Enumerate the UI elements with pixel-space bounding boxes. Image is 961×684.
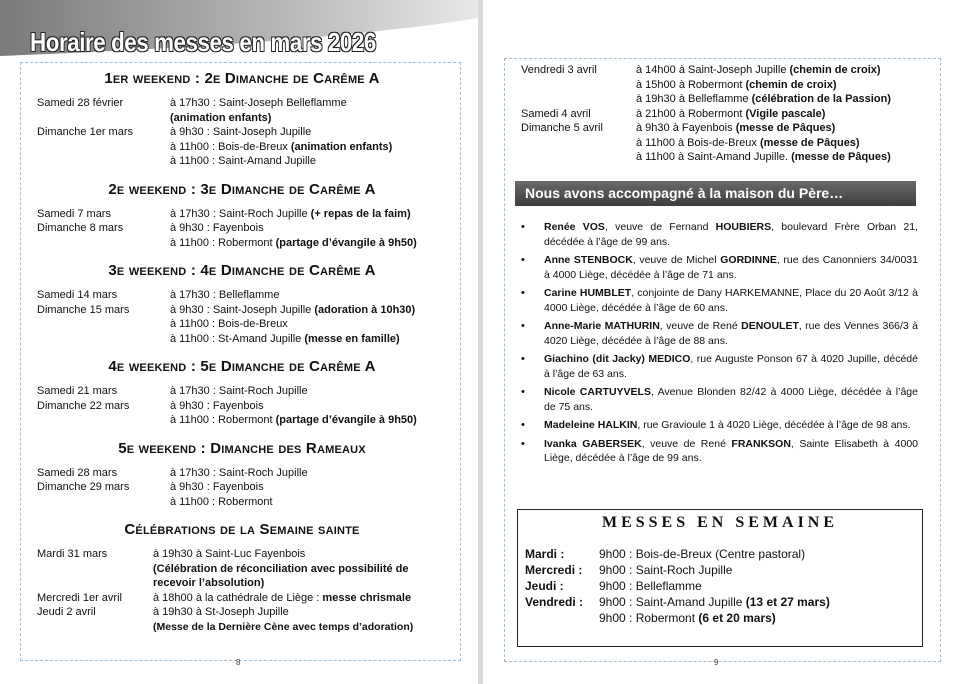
person-last-name: HUMBLET [579, 287, 632, 299]
section-title: 3e weekend : 4e Dimanche de Carême A [108, 262, 376, 279]
schedule-row [37, 303, 447, 318]
schedule-row [37, 288, 447, 303]
mass-detail: à 21h00 à Robermont [636, 107, 746, 120]
schedule-row [37, 562, 447, 591]
mass-detail: à 11h00 : St-Amand Jupille [170, 332, 305, 345]
bullet-icon: • [521, 386, 525, 398]
weekday-masses-list [525, 546, 915, 626]
person-last-name: GABERSEK [582, 437, 642, 450]
weekend-section [37, 181, 447, 251]
day-label [37, 413, 170, 428]
mass-detail: à 17h30 : Saint-Roch Jupille [170, 207, 311, 220]
mass-detail: à 17h30 : Belleflamme [170, 289, 280, 301]
person-first-name: Anne-Marie [544, 320, 605, 332]
schedule-row [521, 150, 921, 165]
day-label [37, 620, 153, 635]
weekend-schedule [37, 70, 447, 646]
mass-note: (Messe de la Dernière Cène avec temps d’adoration) [153, 620, 414, 633]
schedule-row [521, 63, 921, 78]
day-label [37, 236, 170, 251]
schedule-row [37, 495, 447, 510]
list-item [521, 437, 918, 466]
schedule-row [37, 221, 447, 236]
obituary-text: , rue des Vennes 366/3 à 4020 Liège, décédée à l’âge de 88 ans. [544, 320, 919, 347]
person-last-name: MATHURIN [604, 320, 660, 332]
weekend-section [37, 70, 447, 169]
day-label [37, 332, 170, 347]
mass-detail: à 9h30 : Saint-Joseph Jupille [170, 303, 315, 316]
mass-note: (chemin de croix) [789, 64, 881, 76]
mass-note: (animation enfants) [170, 111, 272, 124]
weekday-label: Jeudi : [525, 579, 564, 593]
day-label [37, 495, 170, 510]
weekend-section [37, 262, 447, 346]
person-last-name: CARTUYVELS [579, 386, 651, 398]
mass-detail: à 11h00 : Bois-de-Breux [170, 140, 291, 153]
day-label: Samedi 21 mars [37, 385, 118, 397]
mass-detail: 9h00 : Belleflamme [599, 579, 702, 593]
mass-detail: à 17h30 : Saint-Roch Jupille [170, 385, 308, 397]
day-label [521, 136, 636, 151]
person-last-name: STENBOCK [573, 254, 633, 266]
weekday-label [525, 610, 599, 626]
weekday-row [525, 594, 915, 610]
spouse-name: GORDINNE [720, 254, 777, 266]
day-label [37, 111, 170, 126]
schedule-row [37, 413, 447, 428]
mass-detail: à 9h30 : Fayenbois [170, 222, 264, 234]
mass-note: (adoration à 10h30) [314, 303, 416, 316]
schedule-row [37, 620, 447, 635]
person-first-name: Carine [544, 287, 580, 299]
schedule-row [37, 111, 447, 126]
mass-note: (chemin de croix) [745, 78, 837, 91]
weekend-section [37, 358, 447, 428]
day-label: Mercredi 1er avril [37, 591, 122, 604]
mass-detail: à 11h00 : Robermont [170, 236, 276, 249]
bullet-icon: • [521, 353, 525, 365]
mass-detail: à 19h30 à Saint-Luc Fayenbois [153, 548, 306, 560]
mass-detail: à 19h30 à St-Joseph Jupille [153, 606, 289, 618]
weekday-row [525, 546, 915, 562]
mass-note: (animation enfants) [290, 140, 393, 153]
section-title: Célébrations de la Semaine sainte [124, 521, 360, 538]
day-label [521, 78, 636, 93]
person-first-name: Ivanka [544, 437, 583, 450]
person-first-name: Anne [544, 254, 574, 266]
mass-detail: à 9h30 à Fayenbois [636, 122, 736, 134]
person-first-name: Madeleine [544, 419, 598, 431]
day-label: Samedi 7 mars [37, 207, 111, 220]
obituary-text: , rue des Canonniers 34/0031 à 4000 Liège, décédée à l’âge de 71 ans. [544, 254, 918, 281]
mass-note: (6 et 20 mars) [698, 611, 776, 625]
section-title: 4e weekend : 5e Dimanche de Carême A [108, 358, 376, 375]
mass-note: (messe de Pâques) [759, 136, 860, 149]
day-label [521, 150, 636, 165]
mass-note: (messe en famille) [304, 332, 400, 345]
weekday-row [525, 610, 915, 626]
day-label: Dimanche 15 mars [37, 303, 130, 316]
schedule-row [37, 317, 447, 332]
page-title: Horaire des messes en mars 2026 [30, 27, 376, 57]
schedule-row [37, 384, 447, 399]
schedule-row [37, 154, 447, 169]
bullet-icon: • [521, 254, 525, 266]
person-last-name: HALKIN [597, 419, 638, 431]
day-label: Vendredi 3 avril [521, 64, 597, 76]
schedule-row [37, 96, 447, 111]
obituary-text: , rue Auguste Ponson 67 à 4020 Jupille, décédé à l’âge de 63 ans. [544, 353, 918, 380]
list-item [521, 385, 918, 414]
schedule-row [521, 92, 921, 107]
person-first-name: Renée [544, 221, 583, 233]
person-last-name: MEDICO [648, 353, 691, 365]
holy-week-section [37, 521, 447, 634]
mass-note: messe chrismale [322, 591, 412, 604]
schedule-row [521, 136, 921, 151]
bullet-icon: • [521, 437, 525, 450]
list-item [521, 220, 918, 249]
mass-detail: à 17h30 : Saint-Joseph Belleflamme [170, 97, 347, 109]
mass-note: (+ repas de la faim) [310, 207, 411, 220]
mass-note: (Vigile pascale) [745, 107, 826, 120]
person-first-name: Giachino (dit Jacky) [544, 353, 649, 365]
page-number: 8 [236, 658, 241, 667]
schedule-row [37, 207, 447, 222]
person-first-name: Nicole [544, 386, 580, 398]
day-label: Dimanche 1er mars [37, 126, 133, 138]
day-label: Dimanche 8 mars [37, 222, 124, 234]
mass-detail: à 9h30 : Saint-Joseph Jupille [170, 126, 312, 138]
mass-note: (Célébration de réconciliation avec possibilité de recevoir l’absolution) [153, 562, 409, 589]
weekday-label: Vendredi : [525, 595, 584, 609]
bullet-icon: • [521, 419, 525, 431]
page-number: 9 [714, 658, 719, 667]
mass-detail: à 17h30 : Saint-Roch Jupille [170, 466, 308, 479]
mass-detail: à 14h00 à Saint-Joseph Jupille [636, 64, 790, 76]
schedule-row [37, 547, 447, 562]
mass-detail: 9h00 : Saint-Roch Jupille [599, 563, 733, 577]
day-label: Mardi 31 mars [37, 548, 108, 560]
person-last-name: VOS [582, 221, 605, 233]
mass-detail: 9h00 : Robermont [599, 611, 699, 625]
mass-detail: à 11h00 : Bois-de-Breux [170, 318, 288, 330]
schedule-row [37, 140, 447, 155]
day-label [37, 562, 153, 591]
spouse-name: HOUBIERS [715, 221, 772, 233]
weekend-section [37, 440, 447, 510]
mass-detail: 9h00 : Saint-Amand Jupille [599, 595, 746, 609]
day-label: Samedi 28 mars [37, 466, 118, 479]
schedule-row [37, 125, 447, 140]
section-title: 2e weekend : 3e Dimanche de Carême A [108, 180, 376, 198]
list-item [521, 319, 918, 348]
obituary-text: , veuve de René [641, 437, 732, 450]
day-label [37, 140, 170, 155]
weekday-label: Mardi : [525, 547, 565, 561]
obituary-text: , Sainte Elisabeth à 4000 Liège, décédée à l’âge de 99 ans. [544, 437, 918, 464]
day-label: Samedi 14 mars [37, 289, 118, 301]
obituary-text: , veuve de Fernand [604, 221, 716, 233]
list-item [521, 352, 918, 381]
weekday-label: Mercredi : [525, 563, 583, 577]
day-label: Jeudi 2 avril [37, 606, 96, 618]
list-item [521, 418, 918, 433]
schedule-row [37, 605, 447, 620]
schedule-row [521, 78, 921, 93]
mass-detail: à 11h00 à Bois-de-Breux [636, 136, 760, 149]
weekday-masses-title: MESSES EN SEMAINE [601, 514, 839, 531]
mass-note: (messe de Pâques) [791, 151, 891, 163]
mass-detail: 9h00 : Bois-de-Breux (Centre pastoral) [599, 547, 806, 561]
weekday-row [525, 578, 915, 594]
obituary-text: , Avenue Blonden 82/42 à 4000 Liège, décédée à l’âge de 75 ans. [544, 386, 918, 413]
schedule-row [37, 399, 447, 414]
bullet-icon: • [521, 221, 525, 233]
mass-detail: à 11h00 à Saint-Amand Jupille. [636, 151, 792, 163]
weekday-masses-box [517, 509, 923, 647]
mass-note: (partage d’évangile à 9h50) [275, 414, 417, 426]
schedule-row [37, 466, 447, 481]
mass-note: (13 et 27 mars) [745, 595, 830, 609]
mass-detail: à 9h30 : Fayenbois [170, 399, 264, 412]
list-item [521, 286, 918, 315]
obituary-text: , rue Gravioule 1 à 4020 Liège, décédée à l’âge de 98 ans. [637, 419, 911, 431]
obituary-heading: Nous avons accompagné à la maison du Père… [515, 181, 916, 206]
easter-schedule [521, 63, 921, 165]
day-label [521, 92, 636, 107]
left-page [0, 0, 478, 684]
mass-note: (partage d’évangile à 9h50) [275, 236, 417, 249]
list-item [521, 253, 918, 282]
schedule-row [37, 591, 447, 606]
section-title: 1er weekend : 2e Dimanche de Carême A [104, 70, 380, 87]
day-label: Samedi 28 février [37, 97, 124, 109]
day-label: Dimanche 22 mars [37, 399, 130, 412]
obituary-text: , boulevard Frère Orban 21, décédée à l’âge de 99 ans. [544, 221, 918, 248]
mass-detail: à 18h00 à la cathédrale de Liège : [153, 591, 323, 604]
spouse-name: FRANKSON [731, 437, 791, 450]
mass-detail: à 11h00 : Robermont [170, 414, 276, 426]
day-label [37, 154, 170, 169]
obituary-text: , conjointe de Dany HARKEMANNE, Place du 20 Août 3/12 à 4000 Liège, décédée à l’âge de 60 ans. [544, 287, 918, 314]
schedule-row [37, 480, 447, 495]
page-gutter [478, 0, 483, 684]
day-label [37, 317, 170, 332]
section-title: 5e weekend : Dimanche des Rameaux [118, 439, 366, 457]
obituary-list [521, 220, 918, 470]
day-label: Dimanche 29 mars [37, 481, 130, 493]
obituary-text: , veuve de Michel [632, 254, 721, 266]
schedule-row [521, 121, 921, 136]
mass-detail: à 11h00 : Robermont [170, 495, 273, 508]
day-label: Dimanche 5 avril [521, 122, 603, 134]
mass-detail: à 19h30 à Belleflamme [636, 93, 752, 105]
spouse-name: DENOULET [741, 320, 799, 332]
mass-note: (célébration de la Passion) [751, 93, 891, 105]
weekday-row [525, 562, 915, 578]
mass-note: (messe de Pâques) [735, 122, 836, 134]
mass-detail: à 11h00 : Saint-Amand Jupille [170, 155, 316, 167]
mass-detail: à 9h30 : Fayenbois [170, 481, 264, 493]
schedule-row [37, 332, 447, 347]
bullet-icon: • [521, 287, 525, 299]
obituary-text: , veuve de René [659, 320, 742, 332]
schedule-row [37, 236, 447, 251]
day-label: Samedi 4 avril [521, 107, 591, 120]
schedule-row [521, 107, 921, 122]
bullet-icon: • [521, 320, 525, 332]
mass-detail: à 15h00 à Robermont [636, 78, 746, 91]
